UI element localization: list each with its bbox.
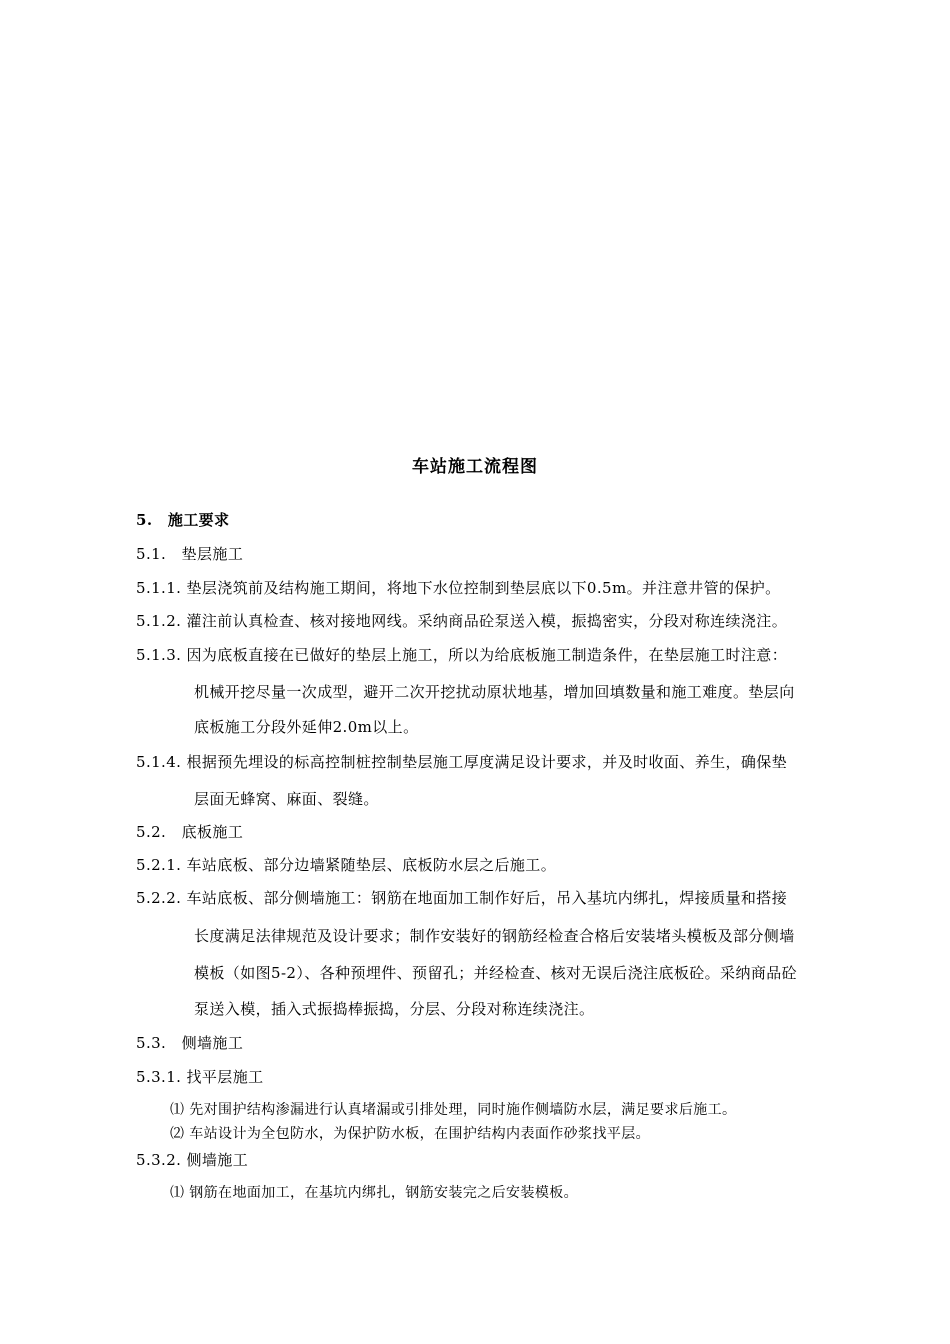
paragraph-5-2-2-line3: 模板（如图5-2）、各种预埋件、预留孔；并经检查、核对无误后浇注底板砼。采纳商品砼 xyxy=(194,964,798,982)
list-item-5-3-2-1: ⑴ 钢筋在地面加工，在基坑内绑扎，钢筋安装完之后安装模板。 xyxy=(170,1185,579,1201)
section-heading-5: 5. 施工要求 xyxy=(136,511,230,529)
list-item-5-3-1-2: ⑵ 车站设计为全包防水，为保护防水板，在围护结构内表面作砂浆找平层。 xyxy=(170,1126,651,1142)
subheading-5-3-2: 5.3.2. 侧墙施工 xyxy=(136,1151,249,1169)
section-heading-5-1: 5.1. 垫层施工 xyxy=(136,545,244,563)
paragraph-5-1-2: 5.1.2. 灌注前认真检查、核对接地网线。采纳商品砼泵送入模，振捣密实，分段对称连续浇注。 xyxy=(136,612,788,630)
page-title: 车站施工流程图 xyxy=(412,457,538,477)
section-heading-5-3: 5.3. 侧墙施工 xyxy=(136,1034,244,1052)
paragraph-5-1-4-line1: 5.1.4. 根据预先埋设的标高控制桩控制垫层施工厚度满足设计要求，并及时收面、养生，确保垫 xyxy=(136,753,788,771)
paragraph-5-1-1: 5.1.1. 垫层浇筑前及结构施工期间，将地下水位控制到垫层底以下0.5m。并注意井管的保护。 xyxy=(136,579,781,597)
section-heading-5-2: 5.2. 底板施工 xyxy=(136,823,244,841)
paragraph-5-2-1: 5.2.1. 车站底板、部分边墙紧随垫层、底板防水层之后施工。 xyxy=(136,856,557,874)
list-item-5-3-1-1: ⑴ 先对围护结构渗漏进行认真堵漏或引排处理，同时施作侧墙防水层，满足要求后施工。 xyxy=(170,1102,737,1118)
paragraph-5-2-2-line1: 5.2.2. 车站底板、部分侧墙施工：钢筋在地面加工制作好后，吊入基坑内绑扎，焊接质量和搭接 xyxy=(136,889,788,907)
paragraph-5-1-3-line2: 机械开挖尽量一次成型，避开二次开挖扰动原状地基，增加回填数量和施工难度。垫层向 xyxy=(194,683,795,701)
paragraph-5-2-2-line4: 泵送入模，插入式振捣棒振捣，分层、分段对称连续浇注。 xyxy=(194,1000,595,1018)
paragraph-5-1-3-line1: 5.1.3. 因为底板直接在已做好的垫层上施工，所以为给底板施工制造条件，在垫层施工时注意： xyxy=(136,646,788,664)
paragraph-5-1-3-line3: 底板施工分段外延伸2.0m以上。 xyxy=(194,718,419,736)
paragraph-5-1-4-line2: 层面无蜂窝、麻面、裂缝。 xyxy=(194,790,379,808)
subheading-5-3-1: 5.3.1. 找平层施工 xyxy=(136,1068,264,1086)
paragraph-5-2-2-line2: 长度满足法律规范及设计要求；制作安装好的钢筋经检查合格后安装堵头模板及部分侧墙 xyxy=(194,927,795,945)
